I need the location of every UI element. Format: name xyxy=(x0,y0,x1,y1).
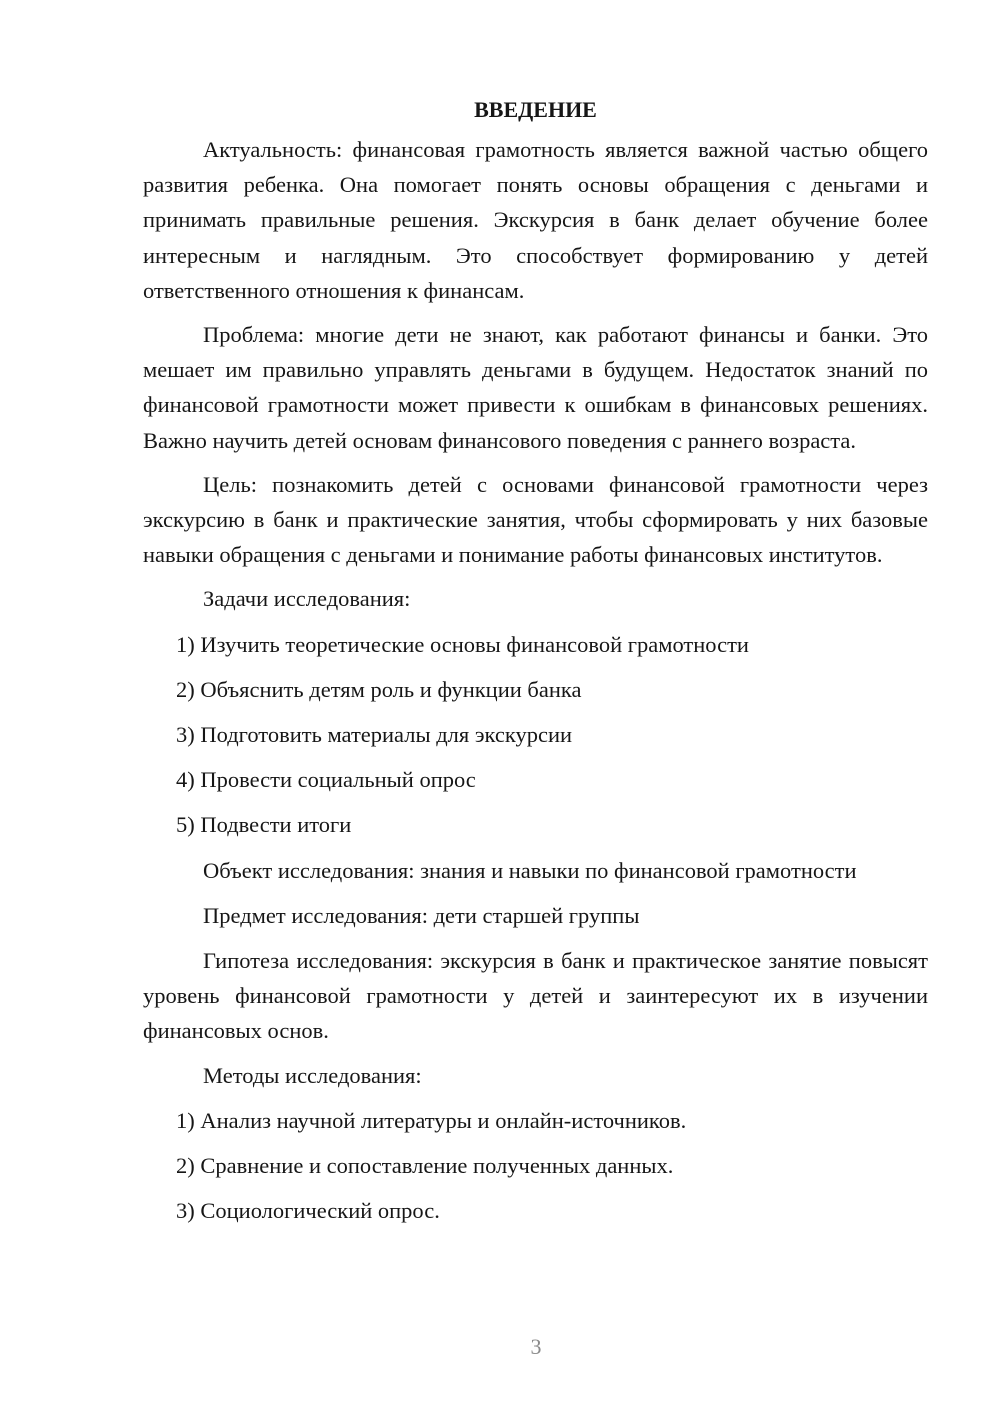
tasks-title: Задачи исследования: xyxy=(203,586,411,612)
problem-paragraph: Проблема: многие дети не знают, как работают финансы и банки. Это мешает им правильно управлять деньгами в будущем. Недостаток знаний по финансовой грамотности может привести к ошибкам в финансовых решениях. Важно научить детей основам финансового поведения с раннего возраста. xyxy=(143,322,928,453)
hypothesis-paragraph: Гипотеза исследования: экскурсия в банк и практическое занятие повысят уровень финансовой грамотности у детей и заинтересуют их в изучении финансовых основ. xyxy=(143,948,928,1044)
relevance-paragraph: Актуальность: финансовая грамотность является важной частью общего развития ребенка. Она помогает понять основы обращения с деньгами и принимать правильные решения. Экскурсия в банк делает обучение более интересным и наглядным. Это способствует формированию у детей ответственного отношения к финансам. xyxy=(143,137,928,303)
task-item: 5) Подвести итоги xyxy=(176,812,352,838)
method-item: 3) Социологический опрос. xyxy=(176,1198,440,1224)
task-item: 3) Подготовить материалы для экскурсии xyxy=(176,722,573,748)
goal-paragraph: Цель: познакомить детей с основами финансовой грамотности через экскурсию в банк и практические занятия, чтобы сформировать у них базовые навыки обращения с деньгами и понимание работы финансовых институтов. xyxy=(143,471,928,568)
research-subject: Предмет исследования: дети старшей группы xyxy=(203,902,640,928)
task-item: 4) Провести социальный опрос xyxy=(176,767,476,793)
section-heading: ВВЕДЕНИЕ xyxy=(474,97,597,122)
method-item: 2) Сравнение и сопоставление полученных данных. xyxy=(176,1153,674,1179)
page-content xyxy=(143,96,928,1238)
tasks-list xyxy=(143,627,928,843)
methods-title: Методы исследования: xyxy=(203,1062,422,1088)
methods-list xyxy=(143,1103,928,1229)
method-item: 1) Анализ научной литературы и онлайн-источников. xyxy=(176,1107,687,1133)
research-object: Объект исследования: знания и навыки по финансовой грамотности xyxy=(203,857,857,883)
page-number: 3 xyxy=(530,1334,542,1359)
task-item: 2) Объяснить детям роль и функции банка xyxy=(176,676,582,702)
task-item: 1) Изучить теоретические основы финансовой грамотности xyxy=(176,631,749,657)
